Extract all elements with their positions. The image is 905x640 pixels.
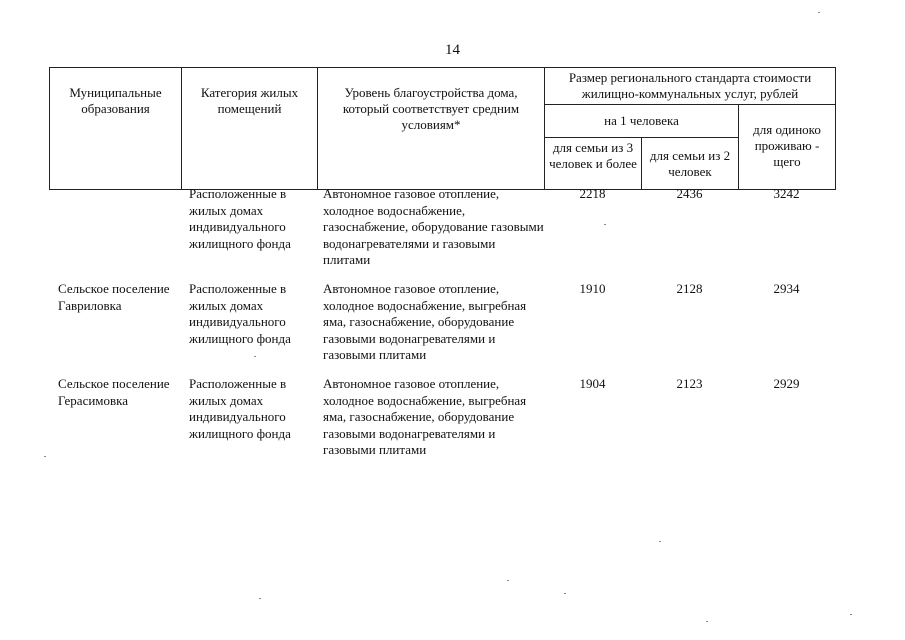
cell-family-3: 1904 <box>579 375 606 391</box>
cell-family-2: 2128 <box>676 280 703 296</box>
cell-category: Расположенные в жилых домах индивидуального жилищного фонда <box>189 280 291 346</box>
cell-family-3: 1910 <box>579 280 606 296</box>
cell-family-2: 2436 <box>676 186 703 201</box>
header-level: Уровень благоустройства дома, который соответствует средним условиям* <box>318 68 545 190</box>
cell-municipality: Сельское поселение Гавриловка <box>58 280 170 313</box>
cell-family-2: 2123 <box>676 375 703 391</box>
header-standard-size: Размер регионального стандарта стоимости жилищно-коммунальных услуг, рублей <box>545 68 836 105</box>
cell-level: Автономное газовое отопление, холодное водоснабжение, выгребная яма, газоснабжение, оборудование газовыми водонагревателями и газовыми плитами <box>323 280 527 363</box>
table-row <box>49 376 835 471</box>
scan-speck <box>507 580 509 581</box>
header-category: Категория жилых помещений <box>182 68 318 190</box>
header-family-2: для семьи из 2 человек <box>642 138 739 190</box>
cell-single: 2929 <box>773 375 800 391</box>
header-municipality: Муниципальные образования <box>50 68 182 190</box>
cell-category: Расположенные в жилых домах индивидуального жилищного фонда <box>189 186 291 251</box>
table-header <box>49 67 836 190</box>
scan-speck <box>706 621 708 622</box>
cell-single: 3242 <box>773 186 800 201</box>
scan-speck <box>564 593 566 594</box>
scan-speck <box>818 12 820 13</box>
cell-single: 2934 <box>773 280 800 296</box>
scan-speck <box>659 541 661 542</box>
header-per-person: на 1 человека <box>545 105 739 138</box>
scan-speck <box>850 614 852 615</box>
table-body <box>49 186 835 471</box>
cell-municipality: Сельское поселение Герасимовка <box>58 375 170 408</box>
header-family-3: для семьи из 3 человек и более <box>545 138 642 190</box>
header-single: для одиноко проживаю - щего <box>739 105 836 190</box>
page-number: 14 <box>445 42 460 58</box>
scan-speck <box>254 356 256 357</box>
cell-family-3: 2218 <box>579 186 606 201</box>
scan-speck <box>604 224 606 225</box>
scan-speck <box>44 456 46 457</box>
table-row <box>49 186 835 281</box>
cell-category: Расположенные в жилых домах индивидуального жилищного фонда <box>189 375 291 441</box>
table-row <box>49 281 835 376</box>
cell-level: Автономное газовое отопление, холодное водоснабжение, газоснабжение, оборудование газовыми водонагревателями и газовыми плитами <box>323 186 544 268</box>
cell-level: Автономное газовое отопление, холодное водоснабжение, выгребная яма, газоснабжение, оборудование газовыми водонагревателями и газовыми плитами <box>323 375 527 458</box>
scan-speck <box>259 598 261 599</box>
cell-municipality <box>49 186 181 281</box>
